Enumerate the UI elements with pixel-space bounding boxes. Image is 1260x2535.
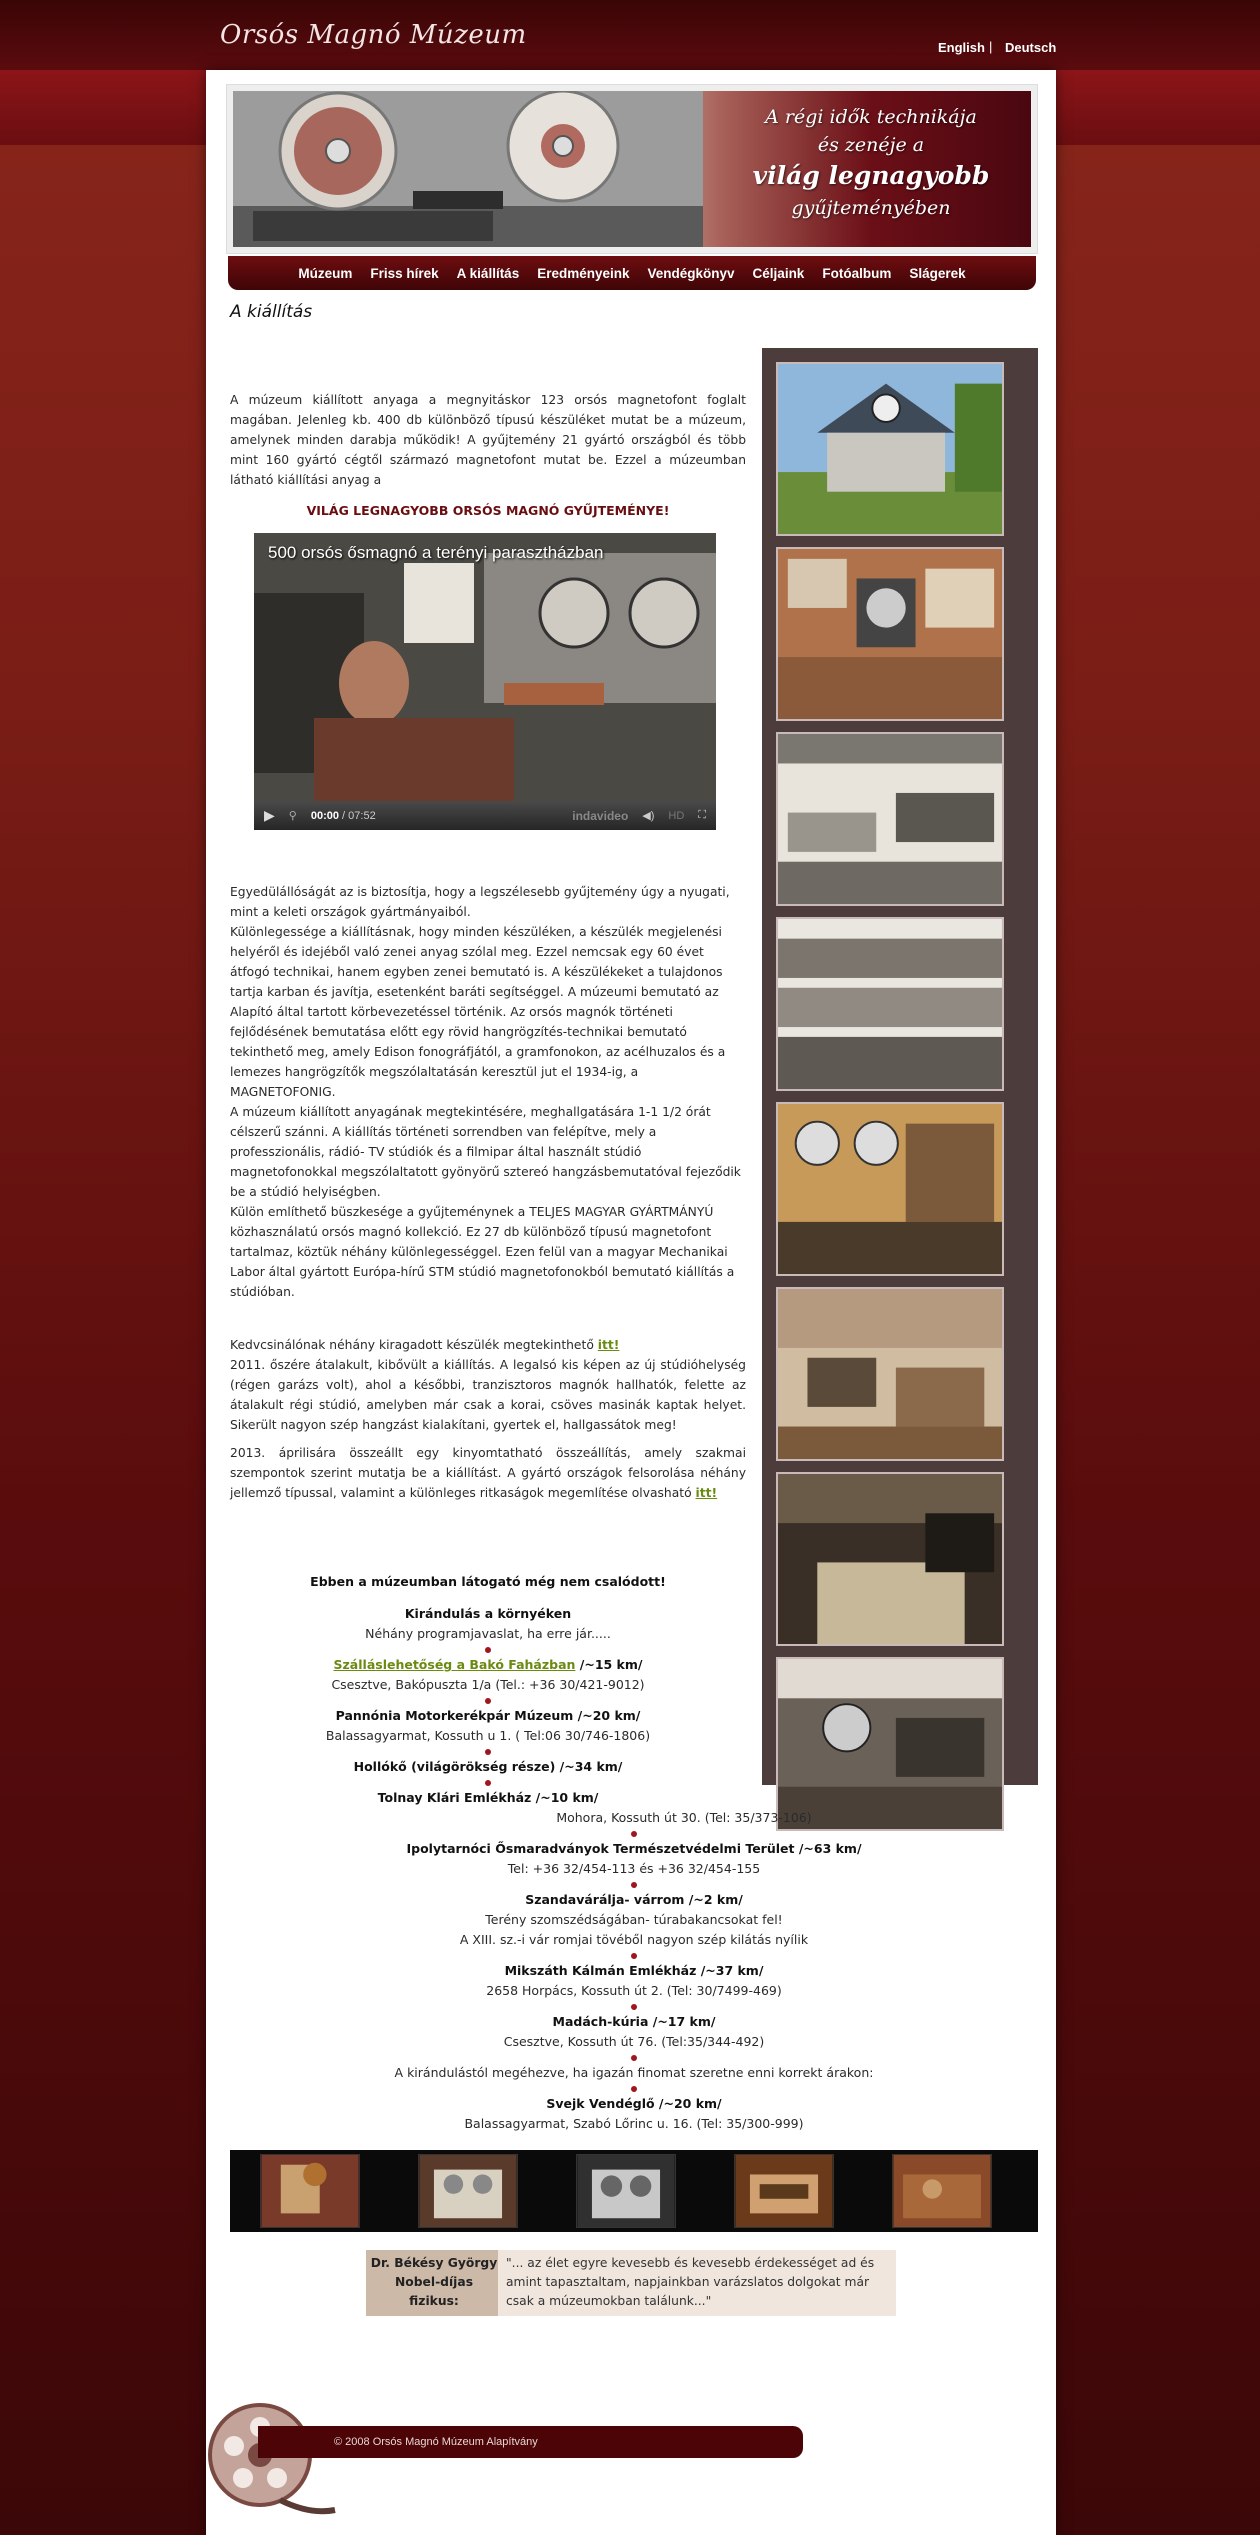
strip-photo-4[interactable] bbox=[734, 2154, 834, 2228]
photo-sidebar bbox=[762, 348, 1038, 1785]
body-paragraph: Külön említhető büszkesége a gyűjteménynek a TELJES MAGYAR GYÁRTMÁNYÚ közhasználatú orsós magnó kollekció. Ez 27 db különböző típusú magnetofont tartalmaz, köztük néhány különlegességgel. Ezen felül van a magyar Mechanikai Labor által gyártott Európa-hírű STM stúdió magnetofonokból bemutató kiállítás a stúdióban. bbox=[230, 1205, 735, 1299]
site-title[interactable]: Orsós Magnó Múzeum bbox=[220, 20, 527, 50]
excursion-title: Tolnay Klári Emlékház /~10 km/ bbox=[377, 1790, 599, 1805]
strip-photo-1[interactable] bbox=[260, 2154, 360, 2228]
nav-vendegkonyv[interactable]: Vendégkönyv bbox=[647, 265, 735, 281]
nav-a-kiallitas[interactable]: A kiállítás bbox=[456, 265, 520, 281]
banner-line-2: és zenéje a bbox=[817, 134, 925, 156]
excursion-details: Balassagyarmat, Szabó Lőrinc u. 16. (Tel: 35/300-999) bbox=[464, 2116, 804, 2131]
sidebar-photo-collection-2[interactable] bbox=[776, 732, 1004, 906]
excursion-title: Svejk Vendéglő /~20 km/ bbox=[546, 2096, 722, 2111]
play-icon[interactable]: ▶ bbox=[264, 807, 275, 823]
intro-paragraph bbox=[230, 390, 746, 490]
trip-title: Kirándulás a környéken bbox=[404, 1606, 572, 1621]
top-bar bbox=[0, 0, 1260, 70]
banner-tagline bbox=[741, 103, 1001, 223]
quote-author: Dr. Békésy György Nobel-díjas fizikus: bbox=[366, 2250, 498, 2316]
banner-line-3: világ legnagyobb bbox=[752, 161, 990, 190]
body-paragraph: A múzeum kiállított anyagának megtekintésére, meghallgatására 1-1 1/2 órát célszerű szánni. A kiállítás történeti sorrendben van felépítve, mely a professzionális, rádió- TV stúdiók és a filmipar által használt stúdió magnetofonokkal megszólaltatott gyönyörű sztereó hangzásbemutatóval fejeződik be a stúdió helyiségben. bbox=[230, 1105, 741, 1199]
excursion-title bbox=[230, 1655, 746, 1675]
video-brand[interactable]: indavideo bbox=[572, 808, 629, 823]
video-quality[interactable]: HD bbox=[668, 809, 685, 822]
excursion-title: Hollókő (világörökség része) /~34 km/ bbox=[353, 1759, 623, 1774]
fullscreen-icon[interactable]: ⛶ bbox=[698, 809, 706, 821]
link-icon[interactable]: ⚲ bbox=[288, 810, 297, 822]
paragraph-2011: 2011. őszére átalakult, kibővült a kiállítás. A legalsó kis képen az új stúdióhelység (régen garázs volt), ahol a későbbi, tranzisztoros magnók hallhatók, felette az átalakult régi stúdió, amelyben már csak a korai, csöves masinák kaptak helyet. Sikerült nagyon szép hangzást kialakítani, gyertek el, hallgassátok meg! bbox=[230, 1358, 746, 1432]
sidebar-photo-house[interactable] bbox=[776, 362, 1004, 536]
nav-muzeum[interactable]: Múzeum bbox=[298, 265, 353, 281]
quote-text: "... az élet egyre kevesebb és kevesebb érdekességet ad és amint tapasztaltam, napjainkban varázslatos dolgokat már csak a múzeumokban találunk..." bbox=[498, 2250, 896, 2316]
excursion-details: Terény szomszédságában- túrabakancsokat fel! bbox=[485, 1912, 783, 1927]
bullet-dot-icon bbox=[485, 1749, 491, 1755]
nav-slagerek[interactable]: Slágerek bbox=[909, 265, 966, 281]
body-paragraph: Különlegessége a kiállításnak, hogy minden készüléken, a készülék megjelenési helyéről és idejéből való zenei anyag szólal meg. Ezzel nemcsak egy 60 évet átfogó technikai, hanem egyben zenei bemutató is. A készülékeket a tulajdonos tartja karban és javítja, esetenként baráti segítséggel. A múzeumi bemutató az Alapító által tartott körbevezetéssel történik. Az orsós magnók történeti fejlődésének bemutatása előtt egy rövid hangrögzítés-technikai bemutató tekinthető meg, amely Edison fonográfjától, a gramfonokon, az acélhuzalos és a lemezes hangrögzítők megszólaltatásán keresztül jut el 1934-ig, a MAGNETOFONIG. bbox=[230, 925, 726, 1099]
excursion-details: 2658 Horpács, Kossuth út 2. (Tel: 30/7499-469) bbox=[486, 1983, 782, 1998]
sidebar-photo-collection-1[interactable] bbox=[776, 547, 1004, 721]
film-reel-icon bbox=[200, 2400, 340, 2525]
excursion-details: Tel: +36 32/454-113 és +36 32/454-155 bbox=[507, 1861, 761, 1876]
intro-text: A múzeum kiállított anyaga a megnyitáskor 123 orsós magnetofont foglalt magában. Jelenleg kb. 400 db különböző típusú készüléket mutat be a múzeum, amelynek minden darabja működik! A gyűjtemény 21 gyártó országból és több mint 160 gyártó cégtől származó magnetofont mutat be. Ezzel a múzeumban látható kiállítási anyag a bbox=[230, 393, 746, 487]
bullet-dot-icon bbox=[631, 1882, 637, 1888]
video-time-total: 07:52 bbox=[348, 809, 376, 822]
sidebar-photo-studio-2[interactable] bbox=[776, 1287, 1004, 1461]
bullet-dot-icon bbox=[631, 2004, 637, 2010]
kedvcsinalo-label: Kedvcsinálónak néhány kiragadott készülék megtekinthető bbox=[230, 1338, 594, 1352]
bullet-dot-icon bbox=[485, 1647, 491, 1653]
excursion-title: Pannónia Motorkerékpár Múzeum /~20 km/ bbox=[335, 1708, 641, 1723]
bullet-dot-icon bbox=[631, 2086, 637, 2092]
kedvcsinalo-text bbox=[230, 1335, 746, 1355]
bullet-dot-icon bbox=[485, 1780, 491, 1786]
excursion-title: Szandavárálja- várrom /~2 km/ bbox=[525, 1892, 743, 1907]
excursion-title: Madách-kúria /~17 km/ bbox=[552, 2014, 716, 2029]
nav-fotoalbum[interactable]: Fotóalbum bbox=[822, 265, 892, 281]
excursion-title: Ipolytarnóci Ősmaradványok Természetvédelmi Terület /~63 km/ bbox=[406, 1841, 862, 1856]
bako-fahaz-distance: /~15 km/ bbox=[575, 1657, 643, 1672]
footer bbox=[258, 2426, 803, 2458]
video-time-current: 00:00 bbox=[310, 809, 339, 822]
excursion-title: Mikszáth Kálmán Emlékház /~37 km/ bbox=[504, 1963, 764, 1978]
paragraph-2013 bbox=[230, 1443, 746, 1503]
excursions bbox=[230, 1572, 1038, 2134]
banner-line-4: gyűjteményében bbox=[791, 197, 951, 219]
itt-link-2[interactable]: itt! bbox=[695, 1486, 718, 1500]
bako-fahaz-link[interactable]: Szálláslehetőség a Bakó Faházban bbox=[333, 1657, 576, 1672]
lang-separator: | bbox=[989, 39, 993, 54]
lang-deutsch-link[interactable]: Deutsch bbox=[1005, 40, 1057, 55]
nav-friss-hirek[interactable]: Friss hírek bbox=[370, 265, 439, 281]
excursion-details: A kirándulástól megéhezve, ha igazán finomat szeretne enni korrekt árakon: bbox=[394, 2065, 874, 2080]
tape-deck-image bbox=[233, 91, 703, 247]
sidebar-photo-studio-1[interactable] bbox=[776, 1102, 1004, 1276]
main-nav bbox=[228, 256, 1036, 290]
video-frame bbox=[254, 533, 716, 801]
video-time bbox=[311, 810, 376, 822]
bullet-dot-icon bbox=[631, 1831, 637, 1837]
footer-copyright: © 2008 Orsós Magnó Múzeum Alapítvány bbox=[334, 2436, 538, 2448]
sidebar-photo-collection-3[interactable] bbox=[776, 917, 1004, 1091]
bullet-dot-icon bbox=[631, 2055, 637, 2061]
photo-strip bbox=[230, 2150, 1038, 2232]
video-time-separator: / bbox=[342, 809, 346, 822]
strip-photo-3[interactable] bbox=[576, 2154, 676, 2228]
slogan: VILÁG LEGNAGYOBB ORSÓS MAGNÓ GYŰJTEMÉNYE! bbox=[306, 503, 670, 518]
lang-english-link[interactable]: English bbox=[938, 40, 985, 55]
banner-line-1: A régi idők technikája bbox=[765, 106, 977, 128]
extra-info bbox=[230, 1335, 746, 1503]
excursion-details: Csesztve, Kossuth út 76. (Tel:35/344-492) bbox=[503, 2034, 765, 2049]
trip-subtitle: Néhány programjavaslat, ha erre jár..... bbox=[365, 1626, 611, 1641]
page-container bbox=[206, 70, 1056, 2535]
strip-photo-5[interactable] bbox=[892, 2154, 992, 2228]
video-title: 500 orsós ősmagnó a terényi parasztházban bbox=[268, 543, 604, 562]
paragraph-2013-text: 2013. áprilisára összeállt egy kinyomtatható összeállítás, amely szakmai szempontok szerint mutatja be a kiállítást. A gyártó országok felsorolása néhány jellemző típussal, valamint a különleges ritkaságok megemlítése olvasható bbox=[230, 1446, 746, 1500]
body-paragraph: Egyedülállóságát az is biztosítja, hogy a legszélesebb gyűjtemény úgy a nyugati, mint a keleti országok gyártmányaiból. bbox=[230, 885, 730, 919]
excursion-details: Mohora, Kossuth út 30. (Tel: 35/373-106) bbox=[556, 1810, 812, 1825]
video-player[interactable] bbox=[254, 533, 716, 830]
volume-icon[interactable]: ◀) bbox=[642, 810, 655, 822]
bullet-dot-icon bbox=[631, 1953, 637, 1959]
main-body-text bbox=[230, 882, 746, 1302]
nav-celjaink[interactable]: Céljaink bbox=[752, 265, 805, 281]
header-banner bbox=[226, 84, 1038, 254]
quote-box bbox=[366, 2250, 896, 2316]
bullet-dot-icon bbox=[485, 1698, 491, 1704]
strip-photo-2[interactable] bbox=[418, 2154, 518, 2228]
itt-link-1[interactable]: itt! bbox=[597, 1338, 620, 1352]
nav-eredmenyeink[interactable]: Eredményeink bbox=[537, 265, 630, 281]
video-controls bbox=[254, 801, 716, 830]
excursion-details: Balassagyarmat, Kossuth u 1. ( Tel:06 30/746-1806) bbox=[325, 1728, 651, 1743]
excursions-heading: Ebben a múzeumban látogató még nem csalódott! bbox=[310, 1574, 666, 1589]
page-title: A kiállítás bbox=[230, 302, 313, 322]
excursion-details: A XIII. sz.-i vár romjai tövéből nagyon szép kilátás nyílik bbox=[459, 1932, 809, 1947]
excursion-details: Csesztve, Bakópuszta 1/a (Tel.: +36 30/421-9012) bbox=[331, 1677, 645, 1692]
